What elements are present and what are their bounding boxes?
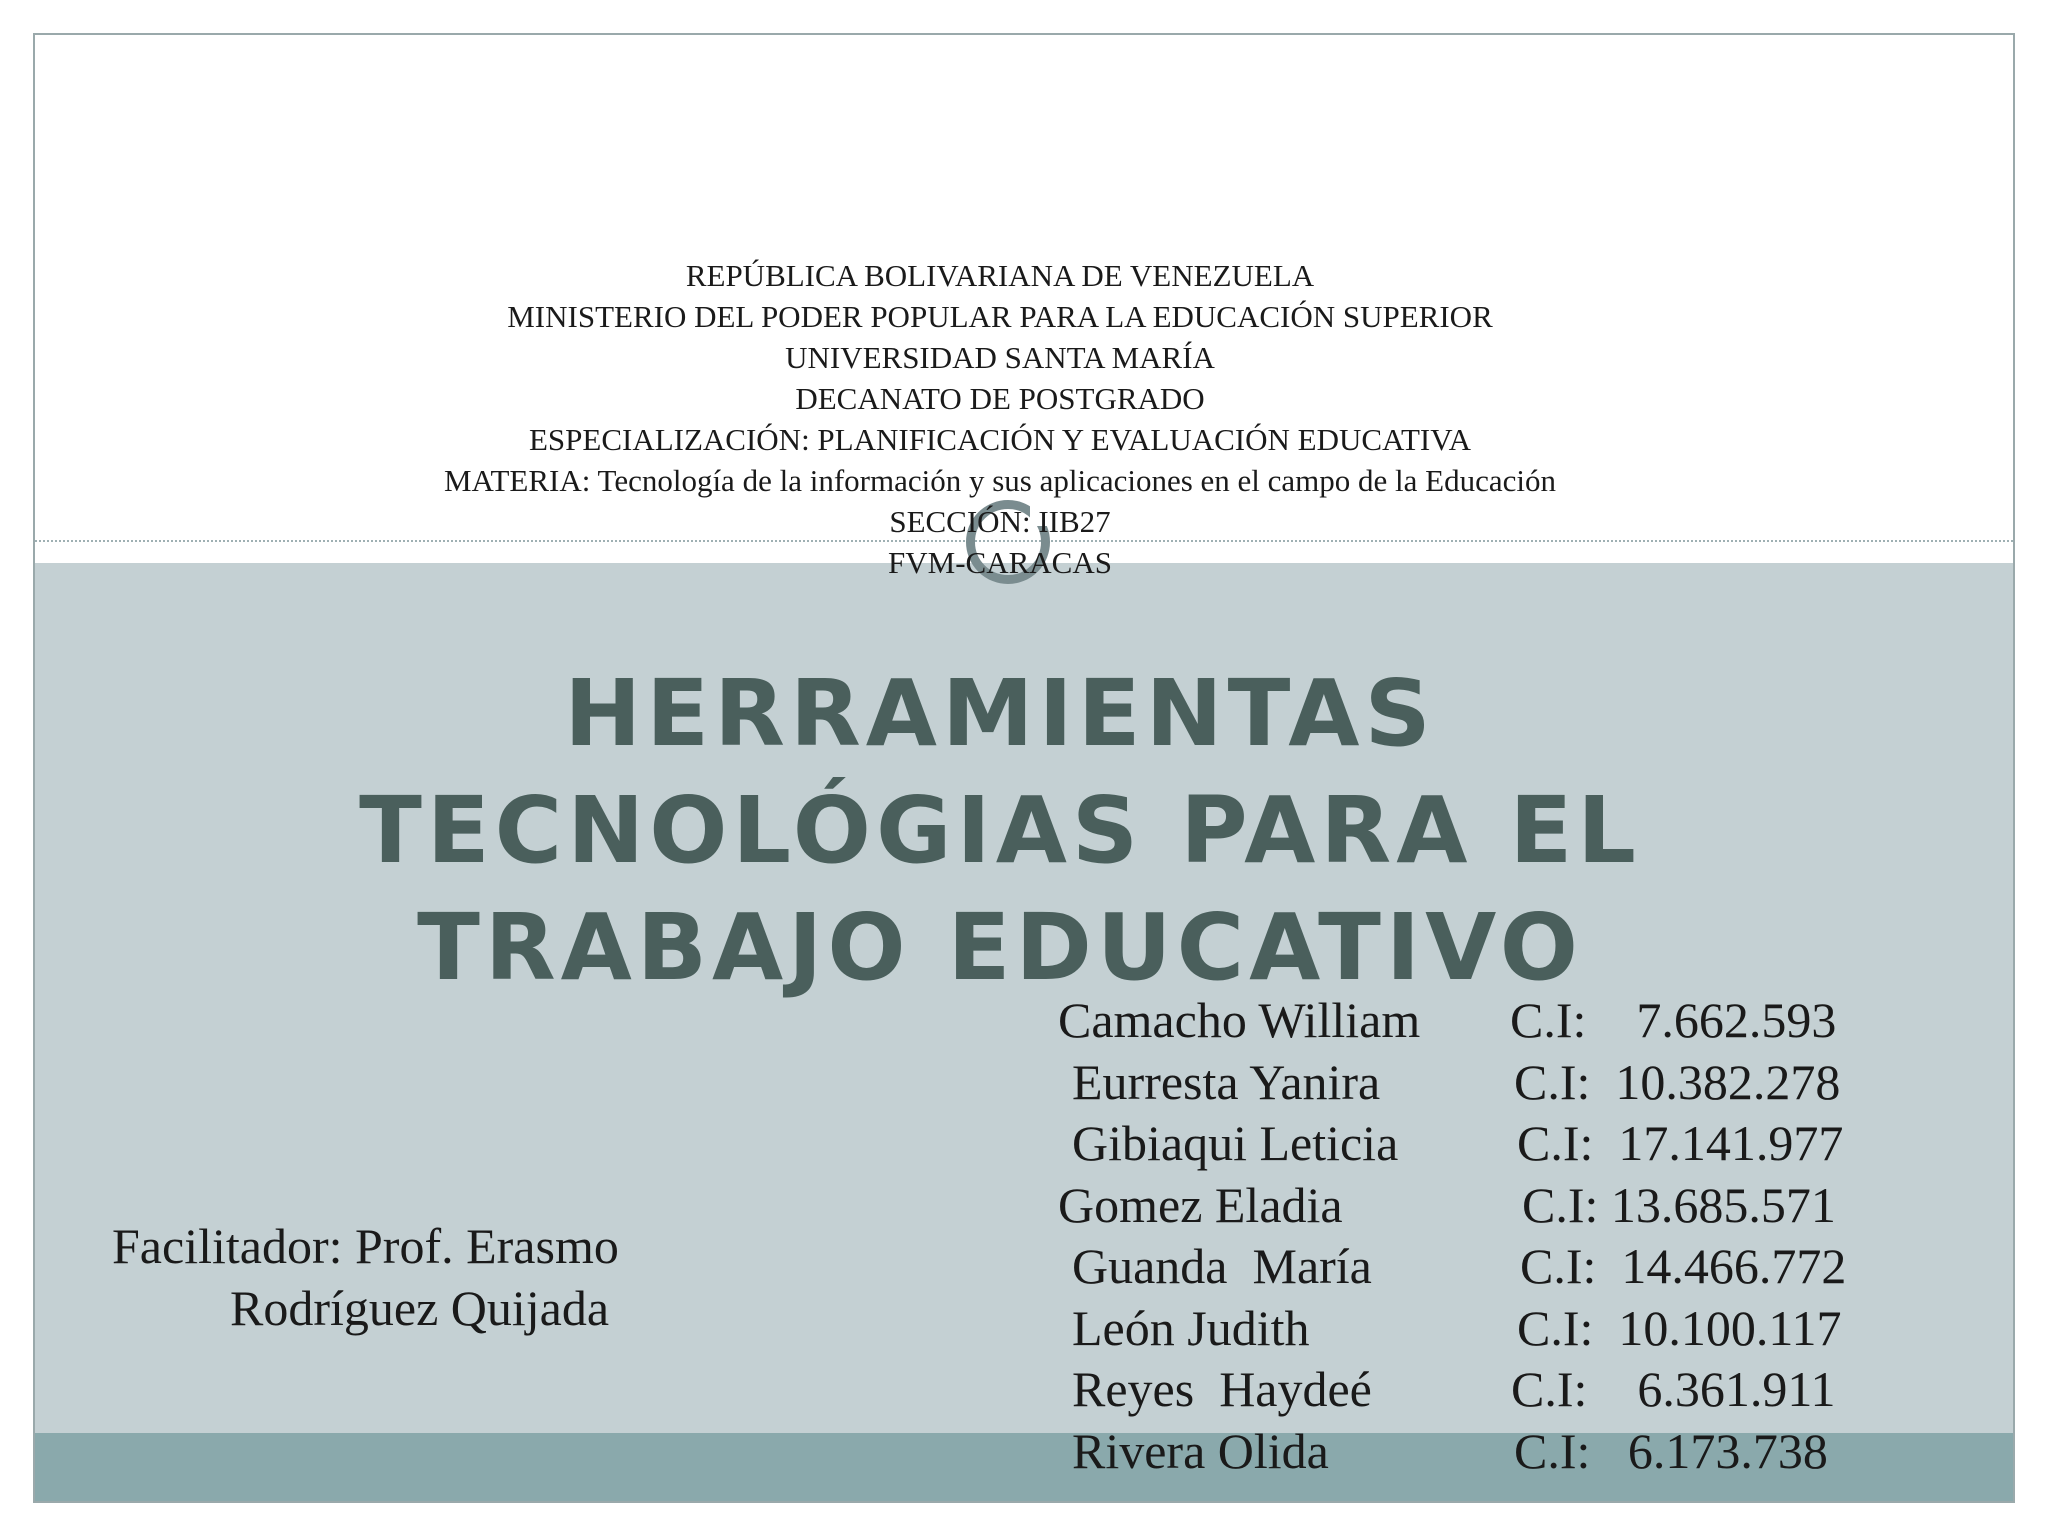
member-name: Gibiaqui Leticia	[1072, 1115, 1399, 1171]
title-line: HERRAMIENTAS	[564, 660, 1436, 767]
member-ci: C.I: 6.361.911	[1511, 1361, 1836, 1417]
facilitator-line: Facilitador: Prof. Erasmo	[112, 1218, 619, 1274]
member-ci: C.I: 14.466.772	[1520, 1238, 1847, 1294]
member-name: Reyes Haydeé	[1072, 1361, 1372, 1417]
header-line: FVM-CARACAS	[888, 545, 1112, 580]
header-line: UNIVERSIDAD SANTA MARÍA	[785, 340, 1215, 375]
title-line: TECNOLÓGIAS PARA EL	[359, 777, 1641, 884]
slide-title	[0, 655, 2000, 1006]
member-ci: C.I: 6.173.738	[1514, 1422, 1828, 1479]
member-ci: C.I: 7.662.593	[1510, 992, 1837, 1048]
facilitator-block	[112, 1215, 619, 1339]
facilitator-name: Rodríguez Quijada	[230, 1280, 610, 1336]
title-line: TRABAJO EDUCATIVO	[417, 894, 1583, 1001]
member-ci: C.I: 13.685.571	[1522, 1176, 1836, 1233]
header-line: MATERIA: Tecnología de la información y sus aplicaciones en el campo de la Educación	[443, 463, 1557, 498]
header-line: ESPECIALIZACIÓN: PLANIFICACIÓN Y EVALUACIÓN EDUCATIVA	[528, 422, 1472, 457]
institution-header	[0, 255, 2000, 583]
header-line: DECANATO DE POSTGRADO	[795, 381, 1205, 416]
member-name: Guanda María	[1072, 1238, 1372, 1294]
member-name: Eurresta Yanira	[1072, 1053, 1381, 1110]
member-ci: C.I: 10.382.278	[1514, 1053, 1841, 1110]
member-ci: C.I: 17.141.977	[1517, 1115, 1844, 1171]
member-name: Gomez Eladia	[1058, 1176, 1343, 1233]
header-line: MINISTERIO DEL PODER POPULAR PARA LA EDUCACIÓN SUPERIOR	[507, 299, 1493, 334]
member-name: Rivera Olida	[1072, 1422, 1329, 1479]
member-name: León Judith	[1072, 1299, 1310, 1356]
header-line: SECCIÓN: IIB27	[889, 504, 1111, 539]
header-line: REPÚBLICA BOLIVARIANA DE VENEZUELA	[685, 258, 1315, 293]
member-ci: C.I: 10.100.117	[1517, 1299, 1842, 1356]
member-name: Camacho William	[1058, 992, 1421, 1048]
